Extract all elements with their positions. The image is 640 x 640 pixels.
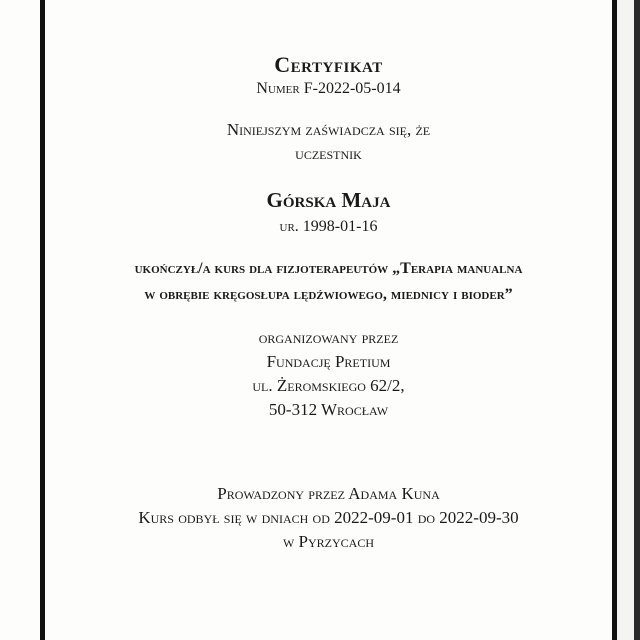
course-title-line-2: w obrębie kręgosłupa lędźwiowego, miednicy i bioder”	[144, 286, 513, 303]
participant-name: Górska Maja	[266, 188, 391, 212]
organizer-city: 50-312 Wrocław	[268, 400, 389, 419]
intro-text-line-1: Niniejszym zaświadcza się, że	[226, 120, 431, 139]
birth-date: ur. 1998-01-16	[279, 218, 378, 235]
page-edge-shadow	[634, 0, 640, 640]
organizer-name: Fundację Pretium	[266, 352, 391, 371]
certificate-title: Certyfikat	[274, 52, 383, 77]
certificate-content	[45, 0, 612, 640]
organizer-street: ul. Żeromskiego 62/2,	[252, 376, 405, 395]
page-edge-gap	[617, 0, 634, 640]
certificate-number: Numer F-2022-05-014	[256, 80, 401, 97]
course-title-line-1: ukończył/a kurs dla fizjoterapeutów „Terapia manualna	[134, 260, 523, 277]
instructor-line: Prowadzony przez Adama Kuna	[217, 484, 440, 503]
intro-text-line-2: uczestnik	[295, 144, 362, 163]
organizer-line-1: organizowany przez	[258, 328, 399, 347]
course-place: w Pyrzycach	[282, 532, 375, 551]
course-dates: Kurs odbył się w dniach od 2022-09-01 do 2022-09-30	[138, 508, 519, 527]
